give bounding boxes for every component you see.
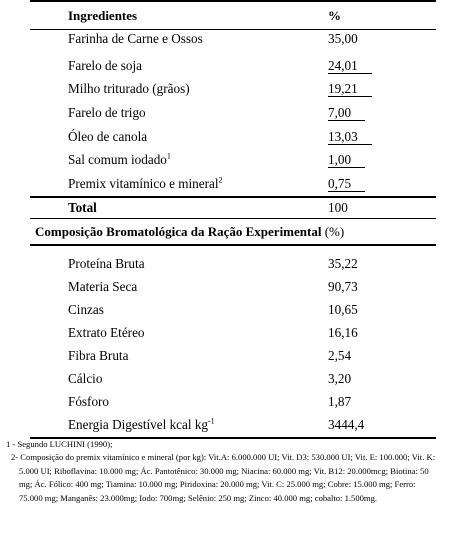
ingredient-row-value: 19,21 xyxy=(328,81,372,97)
composition-row-value: 1,87 xyxy=(328,394,352,410)
composition-row xyxy=(30,252,436,275)
composition-row-value: 16,16 xyxy=(328,325,358,341)
ingredient-row-label: Milho triturado (grãos) xyxy=(68,81,190,97)
footnotes xyxy=(6,438,436,505)
ingredient-row-label: Sal comum iodado xyxy=(68,152,167,168)
composition-row-label: Fibra Bruta xyxy=(68,348,129,364)
ingredient-row xyxy=(30,54,436,78)
composition-row-name xyxy=(68,279,137,295)
composition-row xyxy=(30,390,436,413)
composition-row-label: Cinzas xyxy=(68,302,104,317)
ingredient-row-value: 24,01 xyxy=(328,58,372,74)
composition-row-label: Fósforo xyxy=(68,394,110,410)
ingredient-rows xyxy=(30,30,436,196)
section-unit: (%) xyxy=(324,223,345,239)
composition-row xyxy=(30,275,436,298)
composition-row-label: Proteína Bruta xyxy=(68,255,145,271)
total-value: 100 xyxy=(328,199,348,215)
composition-row-value: 2,54 xyxy=(328,348,352,364)
composition-row-name xyxy=(68,371,102,387)
ingredient-row xyxy=(30,30,436,54)
composition-row-name xyxy=(68,325,145,341)
ingredient-row-label: Farinha de Carne e Ossos xyxy=(68,31,203,46)
composition-row xyxy=(30,367,436,390)
ingredient-row-name xyxy=(68,58,142,74)
ingredient-row-value: 1,00 xyxy=(328,152,365,168)
table-header xyxy=(30,0,436,30)
composition-row-value: 35,22 xyxy=(328,255,358,271)
composition-row-value: 10,65 xyxy=(328,302,358,317)
footnote-1: 1 - Segundo LUCHINI (1990); xyxy=(6,439,113,449)
ingredient-row-value: 35,00 xyxy=(328,31,358,46)
composition-row-label: Materia Seca xyxy=(68,278,138,294)
footnote-marker: 1 xyxy=(166,152,171,162)
ingredient-row-name xyxy=(68,31,203,47)
composition-row-value: 3,20 xyxy=(328,371,352,387)
composition-row xyxy=(30,298,436,321)
ingredient-row-label: Óleo de canola xyxy=(68,128,148,144)
header-percent: % xyxy=(328,8,341,23)
composition-rows xyxy=(30,246,436,439)
composition-row xyxy=(30,344,436,367)
section-title: Composição Bromatológica da Ração Experimental xyxy=(35,223,322,239)
composition-section-header xyxy=(30,219,436,246)
ingredient-row-label: Premix vitamínico e mineral xyxy=(68,176,219,192)
ingredient-row xyxy=(30,148,436,172)
total-row xyxy=(30,196,436,219)
composition-row-name xyxy=(68,394,109,410)
ingredient-row-name xyxy=(68,105,146,121)
composition-row-value: 90,73 xyxy=(328,278,358,294)
composition-row-name xyxy=(68,256,145,272)
ingredient-row xyxy=(30,101,436,125)
ingredient-row-name xyxy=(68,81,190,97)
ingredient-row xyxy=(30,172,436,196)
composition-row-name xyxy=(68,348,128,364)
ingredient-row-label: Farelo de soja xyxy=(68,57,142,73)
composition-row-label: Cálcio xyxy=(68,371,103,387)
composition-row-label: Extrato Etéreo xyxy=(68,325,145,341)
composition-row xyxy=(30,413,436,436)
ingredient-row xyxy=(30,77,436,101)
ingredients-table xyxy=(30,0,436,439)
ingredient-row-label: Farelo de trigo xyxy=(68,105,146,121)
header-ingredients: Ingredientes xyxy=(68,8,138,23)
footnote-marker: -1 xyxy=(208,417,215,427)
composition-row-name xyxy=(68,417,215,433)
composition-row-label: Energia Digestível kcal kg xyxy=(68,417,209,433)
ingredient-row-value: 0,75 xyxy=(328,176,365,192)
ingredient-row-value: 13,03 xyxy=(328,129,372,145)
section-title-wrap xyxy=(35,224,344,240)
composition-row-value: 3444,4 xyxy=(328,417,365,433)
total-label: Total xyxy=(68,199,97,215)
ingredient-row-name xyxy=(68,152,171,168)
footnote-2: 2- Composição do premix vitamínico e mineral (por kg): Vit.A: 6.000.000 UI; Vit. D3: 530.000 UI; Vit. E: 100.000; Vit. K: 5.000 UI; Riboflavina: 10.000 mg; Ác. Pantotênico: 30.000 mg; Niacina: 60.000 mg; Vit. B12: 20.000mcg; Biotina: 50 mg; Ác. Fólico: 400 mg; Tiamina: 10.000 mg; Piridoxina: 20.000 mg; Vit. C: 25.000 mg; Cobre: 15.000 mg; Ferro: 75.000 mg; Manganês: 23.000mg; Iodo: 700mg; Selênio: 250 mg; Zinco: 40.000 mg; cobalto: 1.500mg. xyxy=(11,452,436,503)
ingredient-row-name xyxy=(68,176,223,192)
footnote-marker: 2 xyxy=(218,175,223,185)
ingredient-row xyxy=(30,125,436,149)
composition-row xyxy=(30,321,436,344)
ingredient-row-name xyxy=(68,129,147,145)
composition-row-name xyxy=(68,302,104,318)
ingredient-row-value: 7,00 xyxy=(328,105,365,121)
